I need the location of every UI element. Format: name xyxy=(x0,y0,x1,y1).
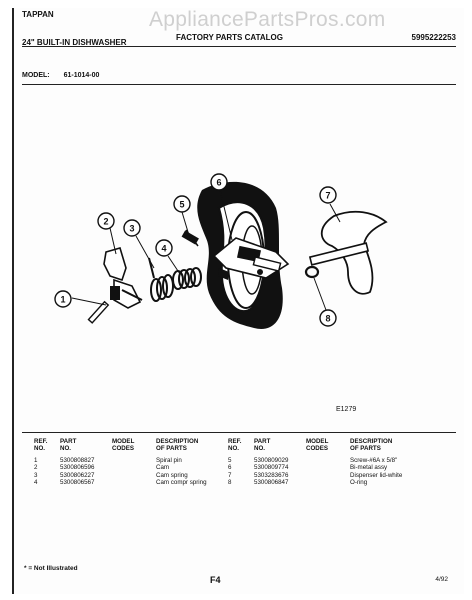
ref-no: 5 xyxy=(228,456,232,464)
part-description: Cam compr spring xyxy=(156,479,207,487)
part-description: Cam xyxy=(156,464,170,472)
cam-compression-spring-drawing xyxy=(173,268,201,289)
part-no: 5300806567 xyxy=(60,479,95,487)
callout-6 xyxy=(211,174,227,190)
header-description: DESCRIPTION OF PARTS xyxy=(350,438,393,453)
part-description: Bi-metal assy xyxy=(350,464,388,472)
part-description: O-ring xyxy=(350,479,368,487)
header-codes: MODEL CODES xyxy=(306,438,329,453)
header-left xyxy=(22,10,127,48)
model-code xyxy=(306,479,350,486)
figure-reference: E1279 xyxy=(336,406,357,413)
table-row xyxy=(228,464,424,471)
not-illustrated-note: * = Not Illustrated xyxy=(24,565,78,572)
model-rule xyxy=(22,84,456,85)
table-row xyxy=(34,457,230,464)
model-code xyxy=(112,479,156,486)
callout-7 xyxy=(320,187,336,203)
ref-no: 7 xyxy=(228,471,232,479)
model-line xyxy=(22,72,99,79)
model-number: 61-1014-00 xyxy=(63,72,100,79)
header-part: PART NO. xyxy=(60,438,77,453)
callout-8 xyxy=(320,310,336,326)
part-description: Cam spring xyxy=(156,471,188,479)
header-description: DESCRIPTION OF PARTS xyxy=(156,438,199,453)
brand-name: TAPPAN xyxy=(22,10,54,19)
callout-3 xyxy=(124,220,140,236)
o-ring-drawing xyxy=(306,267,318,277)
part-description: Dispenser lid-white xyxy=(350,471,403,479)
table-row xyxy=(34,464,230,471)
part-no: 5300809029 xyxy=(254,456,289,464)
ref-no: 6 xyxy=(228,464,232,472)
page-number: F4 xyxy=(210,575,221,585)
model-code xyxy=(112,464,156,471)
watermark: AppliancePartsPros.com xyxy=(149,8,386,31)
header-part: PART NO. xyxy=(254,438,271,453)
ref-no: 1 xyxy=(34,456,38,464)
model-code xyxy=(306,472,350,479)
callout-4 xyxy=(156,240,172,256)
part-description: Spiral pin xyxy=(156,456,182,464)
table-row xyxy=(228,457,424,464)
svg-text:5: 5 xyxy=(179,199,185,210)
header-codes: MODEL CODES xyxy=(112,438,135,453)
parts-catalog-page xyxy=(12,8,464,594)
svg-text:2: 2 xyxy=(103,216,109,227)
svg-text:6: 6 xyxy=(216,177,222,188)
revision-date: 4/92 xyxy=(435,576,448,583)
model-code xyxy=(306,457,350,464)
part-no: 5300806847 xyxy=(254,479,289,487)
svg-text:1: 1 xyxy=(60,294,66,305)
bi-metal-assembly-drawing xyxy=(197,182,288,329)
callout-5 xyxy=(174,196,190,212)
cam-drawing xyxy=(104,248,142,308)
ref-no: 2 xyxy=(34,464,38,472)
table-header-row xyxy=(34,438,230,457)
svg-text:8: 8 xyxy=(325,313,331,324)
header-rule xyxy=(22,46,456,47)
part-no: 5300808827 xyxy=(60,456,95,464)
part-no: 5300809774 xyxy=(254,464,289,472)
table-row xyxy=(34,472,230,479)
product-name: 24" BUILT-IN DISHWASHER xyxy=(22,38,127,47)
ref-no: 8 xyxy=(228,479,232,487)
ref-no: 4 xyxy=(34,479,38,487)
table-row xyxy=(228,472,424,479)
catalog-number: 5995222253 xyxy=(411,33,456,42)
svg-text:3: 3 xyxy=(129,223,135,234)
catalog-title: FACTORY PARTS CATALOG xyxy=(176,33,283,42)
ref-no: 3 xyxy=(34,471,38,479)
table-row xyxy=(228,479,424,486)
table-header-row xyxy=(228,438,424,457)
screw-drawing xyxy=(182,230,199,246)
exploded-parts-diagram xyxy=(14,168,464,408)
dispenser-lid-drawing xyxy=(310,212,386,294)
header-ref: REF. NO. xyxy=(228,438,242,453)
svg-text:4: 4 xyxy=(161,243,167,254)
model-code xyxy=(112,457,156,464)
svg-text:7: 7 xyxy=(325,190,331,201)
parts-table-right xyxy=(228,438,424,486)
part-no: 5300806596 xyxy=(60,464,95,472)
table-rule xyxy=(22,432,456,433)
part-no: 5303283676 xyxy=(254,471,289,479)
cam-spring-drawing xyxy=(149,258,173,301)
callout-2 xyxy=(98,213,114,229)
model-code xyxy=(112,472,156,479)
model-label: MODEL: xyxy=(22,72,50,79)
part-description: Screw-#6A x 5/8" xyxy=(350,456,398,464)
parts-table-left xyxy=(34,438,230,486)
header-ref: REF. NO. xyxy=(34,438,48,453)
model-code xyxy=(306,464,350,471)
table-row xyxy=(34,479,230,486)
part-no: 5300806227 xyxy=(60,471,95,479)
callout-1 xyxy=(55,291,71,307)
